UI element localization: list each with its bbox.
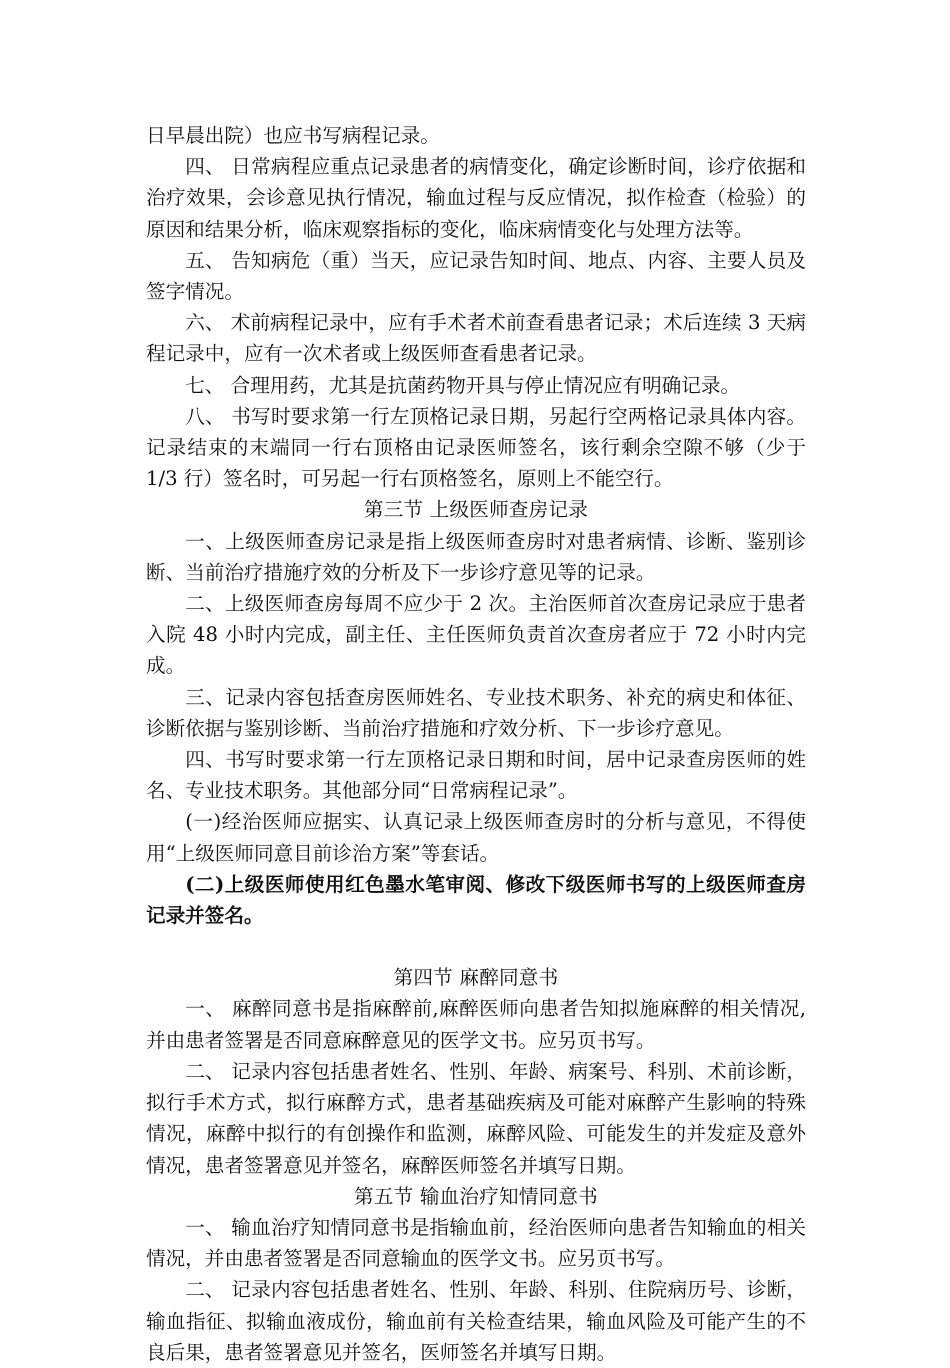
section-3-paragraph-2: 二、上级医师查房每周不应少于 2 次。主治医师首次查房记录应于患者入院 48 小时内完成，副主任、主任医师负责首次查房者应于 72 小时内完成。 [146, 592, 806, 678]
paragraph-item-5: 五、 告知病危（重）当天，应记录告知时间、地点、内容、主要人员及签字情况。 [146, 248, 806, 304]
section-gap [146, 931, 806, 962]
section-4-paragraph-2: 二、 记录内容包括患者姓名、性别、年龄、病案号、科别、术前诊断，拟行手术方式，拟行麻醉方式，患者基础疾病及可能对麻醉产生影响的特殊情况，麻醉中拟行的有创操作和监测，麻醉风险、可能发生的并发症及意外情况，患者签署意见并签名，麻醉医师签名并填写日期。 [146, 1059, 806, 1177]
paragraph-item-6: 六、 术前病程记录中，应有手术者术前查看患者记录；术后连续 3 天病程记录中，应有一次术者或上级医师查看患者记录。 [146, 311, 806, 366]
document-page [146, 120, 806, 1368]
section-3-subparagraph-1: (一)经治医师应据实、认真记录上级医师查房时的分析与意见，不得使用“上级医师同意目前诊治方案”等套话。 [146, 810, 806, 865]
section-3-paragraph-3: 三、记录内容包括查房医师姓名、专业技术职务、补充的病史和体征、诊断依据与鉴别诊断、当前治疗措施和疗效分析、下一步诊疗意见。 [146, 685, 806, 740]
paragraph-continuation: 日早晨出院）也应书写病程记录。 [146, 124, 440, 147]
paragraph-item-8: 八、 书写时要求第一行左顶格记录日期，另起行空两格记录具体内容。记录结束的末端同一行右顶格由记录医师签名，该行剩余空隙不够（少于 1/3 行）签名时，可另起一行右顶格签名，原则上不能空行。 [146, 404, 806, 491]
section-3-paragraph-1: 一、上级医师查房记录是指上级医师查房时对患者病情、诊断、鉴别诊断、当前治疗措施疗效的分析及下一步诊疗意见等的记录。 [146, 529, 806, 584]
paragraph-item-4: 四、 日常病程应重点记录患者的病情变化，确定诊断时间，诊疗依据和治疗效果，会诊意见执行情况，输血过程与反应情况，拟作检查（检验）的原因和结果分析，临床观察指标的变化，临床病情变化与处理方法等。 [146, 155, 806, 241]
section-3-paragraph-4: 四、书写时要求第一行左顶格记录日期和时间，居中记录查房医师的姓名、专业技术职务。其他部分同“日常病程记录”。 [146, 748, 806, 803]
section-3-heading: 第三节 上级医师查房记录 [363, 498, 589, 522]
section-5-paragraph-1: 一、 输血治疗知情同意书是指输血前，经治医师向患者告知输血的相关情况，并由患者签署是否同意输血的医学文书。应另页书写。 [146, 1215, 806, 1271]
section-5-paragraph-2: 二、 记录内容包括患者姓名、性别、年龄、科别、住院病历号、诊断，输血指征、拟输血液成份，输血前有关检查结果，输血风险及可能产生的不良后果，患者签署意见并签名，医师签名并填写日期。 [146, 1278, 806, 1364]
section-4-heading: 第四节 麻醉同意书 [393, 966, 559, 990]
paragraph-item-7: 七、 合理用药，尤其是抗菌药物开具与停止情况应有明确记录。 [185, 373, 741, 397]
section-3-subparagraph-2: (二)上级医师使用红色墨水笔审阅、修改下级医师书写的上级医师查房记录并签名。 [146, 872, 806, 928]
section-4-paragraph-1: 一、 麻醉同意书是指麻醉前,麻醉医师向患者告知拟施麻醉的相关情况,并由患者签署是否同意麻醉意见的医学文书。应另页书写。 [146, 997, 806, 1052]
section-5-heading: 第五节 输血治疗知情同意书 [354, 1184, 598, 1208]
